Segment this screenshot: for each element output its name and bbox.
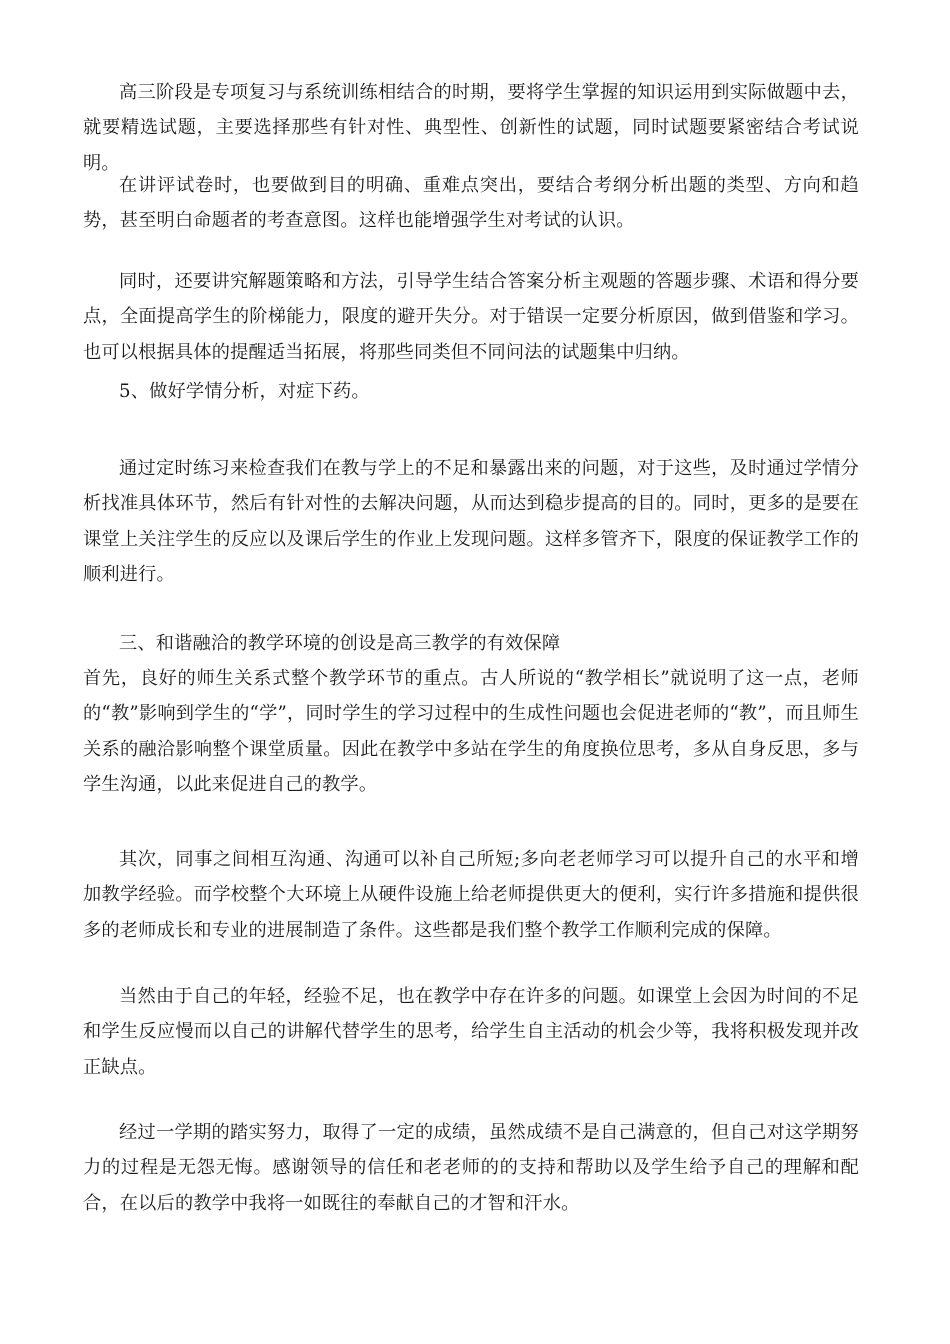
- paragraph-test-review: 在讲评试卷时，也要做到目的明确、重难点突出，要结合考纲分析出题的类型、方向和趋势，甚至明白命题者的考查意图。这样也能增强学生对考试的认识。: [83, 175, 859, 232]
- paragraph-colleague-communication: 其次，同事之间相互沟通、沟通可以补自己所短;多向老老师学习可以提升自己的水平和增加教学经验。而学校整个大环境上从硬件设施上给老师提供更大的便利，实行许多措施和提供很多的老师成长和专业的进展制造了条件。这些都是我们整个教学工作顺利完成的保障。: [83, 849, 859, 941]
- paragraph-exam-selection: 高三阶段是专项复习与系统训练相结合的时期，要将学生掌握的知识运用到实际做题中去，就要精选试题，主要选择那些有针对性、典型性、创新性的试题，同时试题要紧密结合考试说明。: [83, 82, 859, 174]
- paragraph-learning-analysis: 通过定时练习来检查我们在教与学上的不足和暴露出来的问题，对于这些，及时通过学情分析找准具体环节，然后有针对性的去解决问题，从而达到稳步提高的目的。同时，更多的是要在课堂上关注学生的反应以及课后学生的作业上发现问题。这样多管齐下，限度的保证教学工作的顺利进行。: [83, 458, 859, 586]
- paragraph-problem-strategy: 同时，还要讲究解题策略和方法，引导学生结合答案分析主观题的答题步骤、术语和得分要点，全面提高学生的阶梯能力，限度的避开失分。对于错误一定要分析原因，做到借鉴和学习。也可以根据具体的提醒适当拓展，将那些同类但不同问法的试题集中归纳。: [83, 271, 859, 363]
- section-heading-5: 5、做好学情分析，对症下药。: [119, 381, 370, 402]
- paragraph-shortcomings: 当然由于自己的年轻，经验不足，也在教学中存在许多的问题。如课堂上会因为时间的不足和学生反应慢而以自己的讲解代替学生的思考，给学生自主活动的机会少等，我将积极发现并改正缺点。: [83, 986, 859, 1078]
- section-heading-3: 三、和谐融洽的教学环境的创设是高三教学的有效保障: [119, 633, 561, 654]
- paragraph-teacher-student-relation: 首先，良好的师生关系式整个教学环节的重点。古人所说的“教学相长”就说明了这一点，老师的“教”影响到学生的“学”，同时学生的学习过程中的生成性问题也会促进老师的“教”，而且师生关系的融洽影响整个课堂质量。因此在教学中多站在学生的角度换位思考，多从自身反思，多与学生沟通，以此来促进自己的教学。: [83, 668, 859, 796]
- paragraph-conclusion: 经过一学期的踏实努力，取得了一定的成绩，虽然成绩不是自己满意的，但自己对这学期努力的过程是无怨无悔。感谢领导的信任和老老师的的支持和帮助以及学生给予自己的理解和配合，在以后的教学中我将一如既往的奉献自己的才智和汗水。: [83, 1122, 859, 1214]
